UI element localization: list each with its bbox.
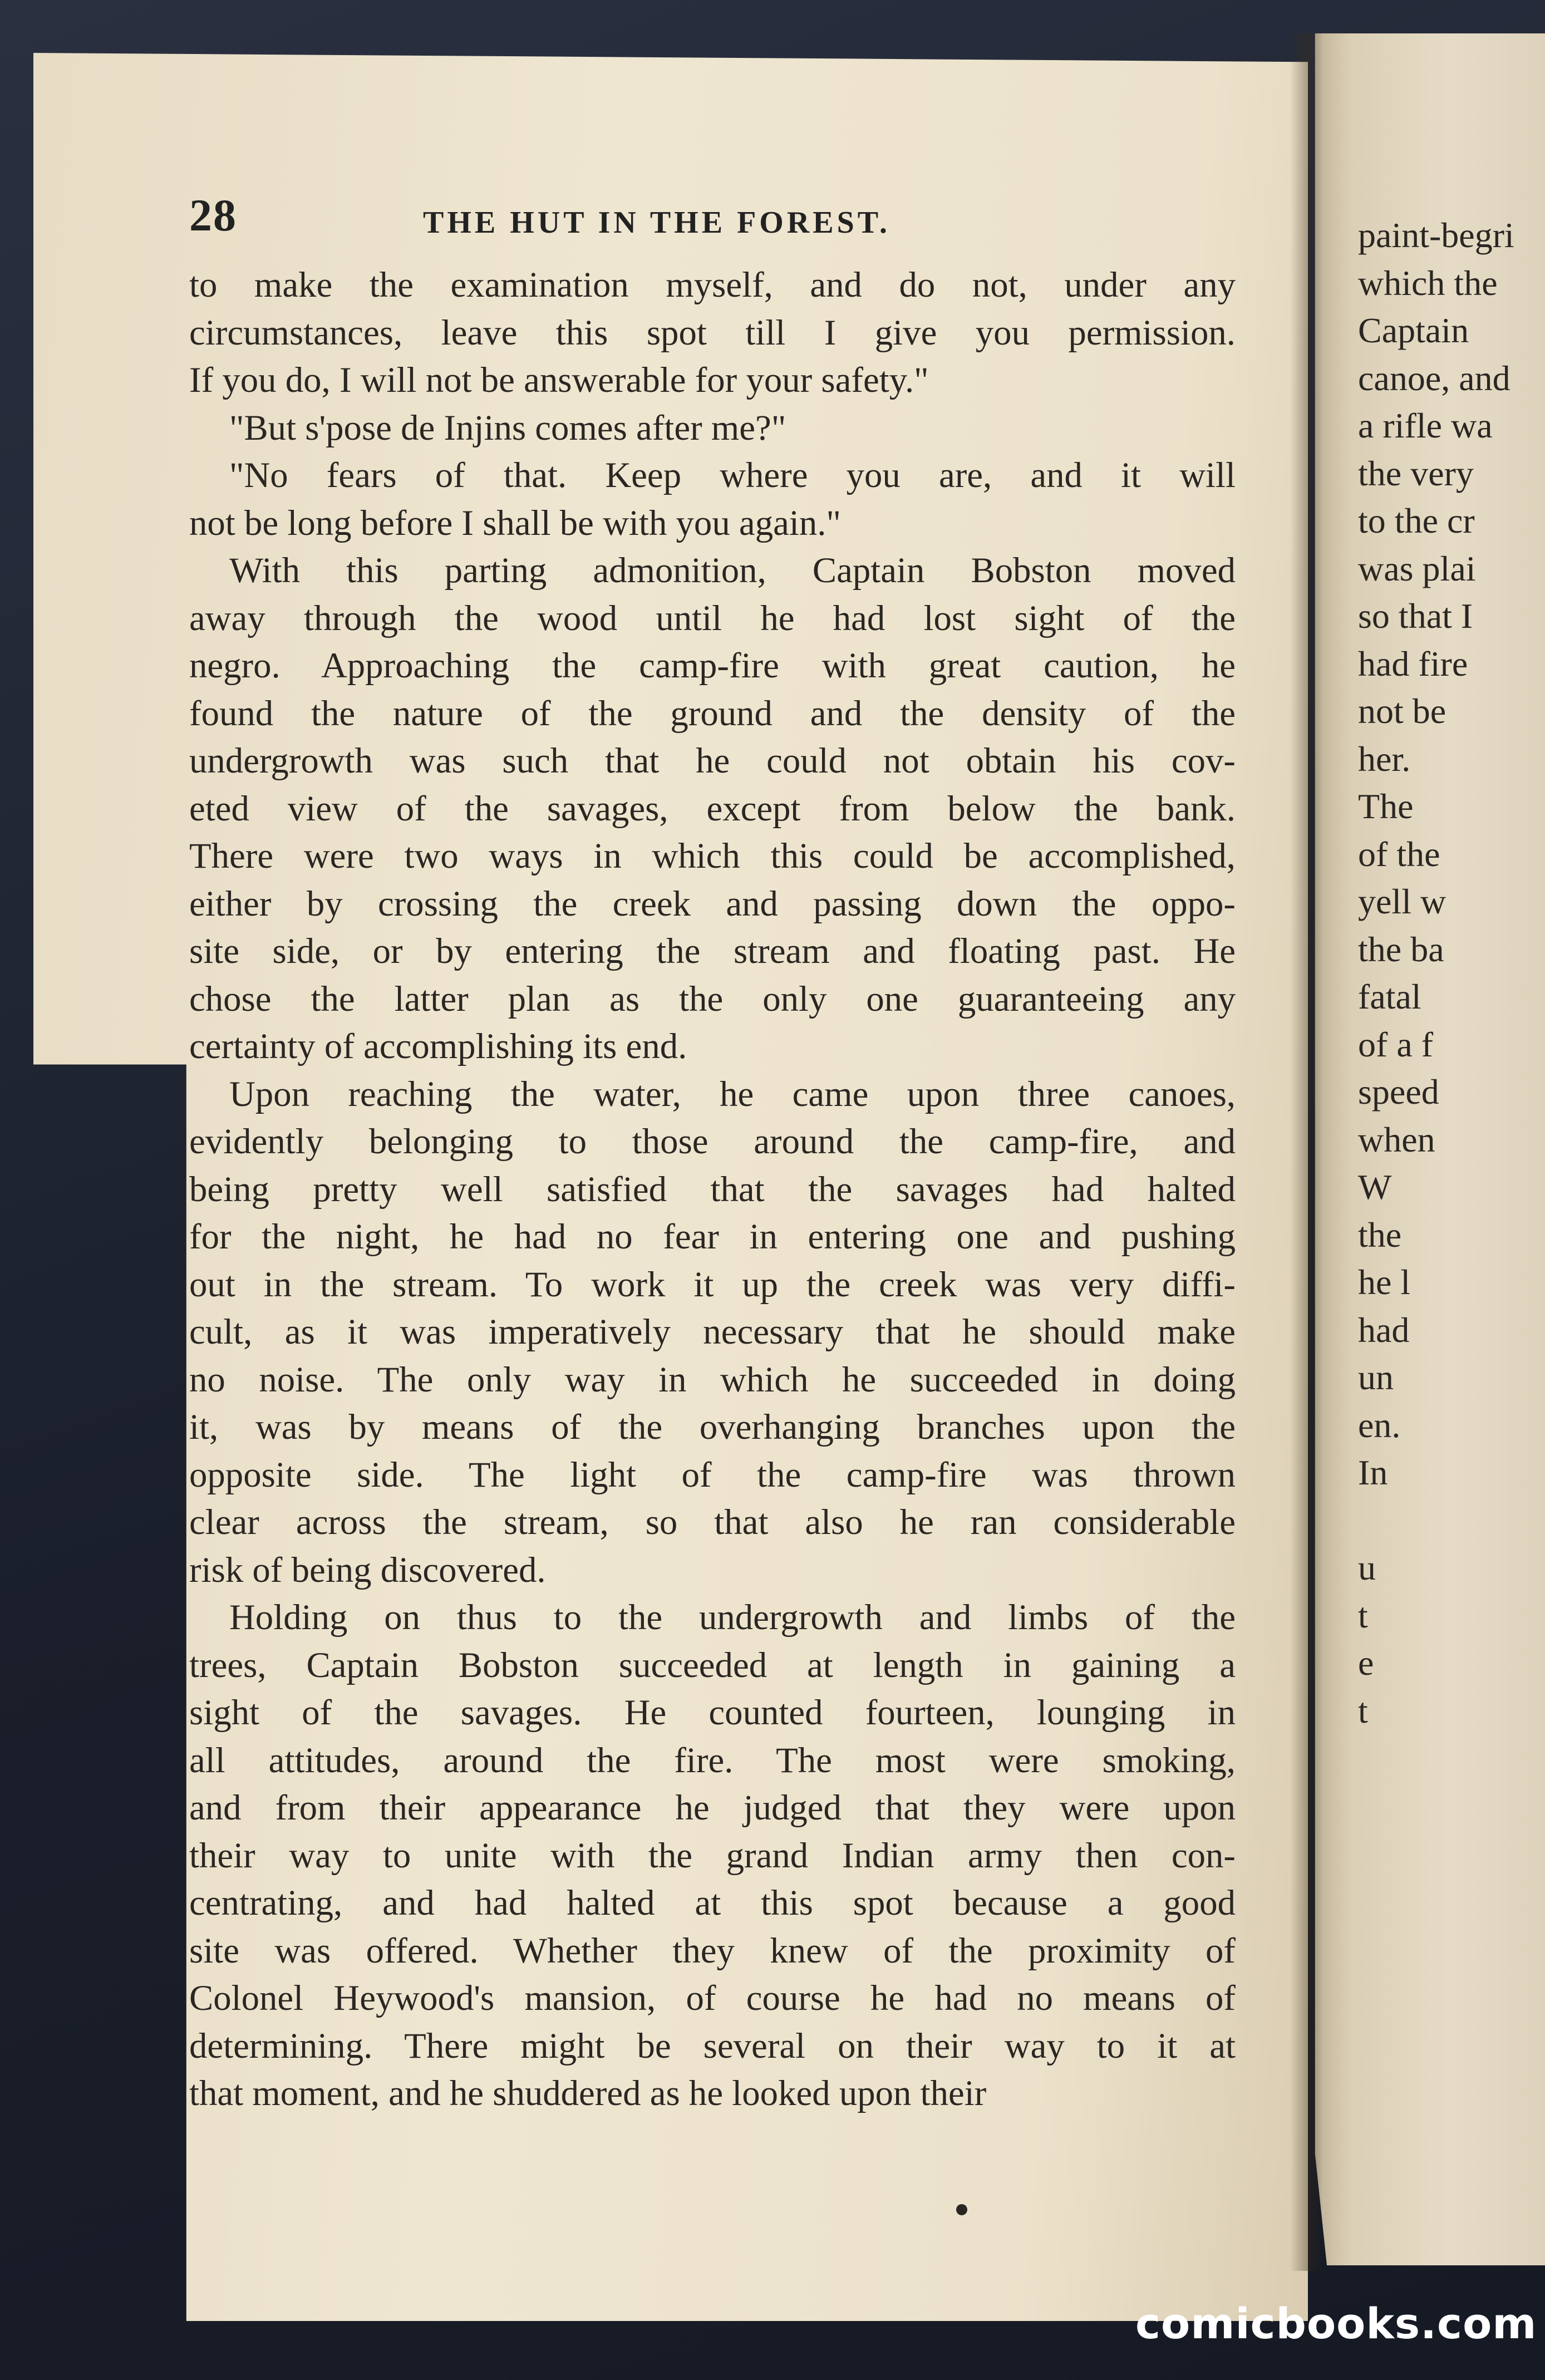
facing-page-line: The [1358, 786, 1414, 826]
facing-page-line: Captain [1358, 311, 1469, 350]
text-line: If you do, I will not be answerable for your safety." [189, 360, 929, 400]
facing-page-line: which the [1358, 263, 1498, 303]
text-line: eted view of the savages, except from below the bank. [189, 788, 1236, 829]
facing-page-line: her. [1358, 739, 1411, 779]
facing-page-line: had [1358, 1310, 1410, 1350]
text-line: risk of being discovered. [189, 1550, 546, 1590]
text-line: negro. Approaching the camp-fire with great caution, he [189, 646, 1236, 686]
facing-page-line: a rifle wa [1358, 406, 1493, 445]
facing-page-line: In [1358, 1453, 1388, 1492]
text-line: trees, Captain Bobston succeeded at length in gaining a [189, 1645, 1236, 1685]
printer-dot [956, 2204, 967, 2215]
facing-page-line: en. [1358, 1405, 1401, 1445]
text-line: "No fears of that. Keep where you are, and it will [229, 455, 1236, 495]
text-line: Upon reaching the water, he came upon three canoes, [229, 1074, 1236, 1114]
facing-page-line: speed [1358, 1072, 1439, 1112]
facing-page-line: so that I [1358, 596, 1473, 636]
facing-page-line: the [1358, 1214, 1402, 1255]
text-line: for the night, he had no fear in entering one and pushing [189, 1217, 1236, 1257]
facing-page-line: the very [1358, 453, 1474, 493]
text-line: either by crossing the creek and passing down the oppo- [189, 883, 1236, 924]
text-line: to make the examination myself, and do not, under any [189, 265, 1236, 305]
text-line: With this parting admonition, Captain Bobston moved [229, 550, 1236, 591]
text-line: and from their appearance he judged that they were upon [189, 1788, 1236, 1828]
facing-page-line: W [1358, 1167, 1392, 1207]
facing-page-line: was plai [1358, 548, 1476, 588]
text-line: their way to unite with the grand Indian army then con- [189, 1835, 1236, 1876]
facing-page-line: the ba [1358, 929, 1444, 969]
facing-page-line: had fire [1358, 643, 1468, 683]
text-line: sight of the savages. He counted fourteen, lounging in [189, 1693, 1236, 1733]
facing-page-line: t [1358, 1690, 1368, 1730]
text-line: away through the wood until he had lost sight of the [189, 598, 1236, 638]
text-line: undergrowth was such that he could not obtain his cov- [189, 741, 1236, 781]
facing-page-line: of the [1358, 834, 1440, 874]
text-line: There were two ways in which this could be accomplished, [189, 836, 1236, 876]
text-line: cult, as it was imperatively necessary that he should make [189, 1312, 1236, 1352]
text-line: out in the stream. To work it up the creek was very diffi- [189, 1264, 1236, 1305]
text-line: opposite side. The light of the camp-fire was thrown [189, 1454, 1236, 1495]
facing-page-line: to the cr [1358, 501, 1475, 540]
facing-page-line: canoe, and [1358, 358, 1510, 398]
text-line: site was offered. Whether they knew of the proximity of [189, 1930, 1236, 1971]
text-line: Colonel Heywood's mansion, of course he had no means of [189, 1978, 1236, 2018]
text-line: it, was by means of the overhanging branches upon the [189, 1407, 1236, 1447]
text-line: being pretty well satisfied that the savages had halted [189, 1169, 1236, 1209]
text-line: centrating, and had halted at this spot because a good [189, 1883, 1236, 1923]
watermark: comicbooks.com [1135, 2299, 1537, 2348]
text-line: certainty of accomplishing its end. [189, 1026, 687, 1066]
text-line: not be long before I shall be with you again." [189, 503, 841, 543]
body-text [189, 262, 1236, 2113]
page-number: 28 [189, 190, 237, 240]
page-header [189, 189, 1247, 250]
text-line: no noise. The only way in which he succeeded in doing [189, 1359, 1236, 1400]
book-gutter [1290, 33, 1323, 2271]
text-line: "But s'pose de Injins comes after me?" [229, 407, 786, 448]
text-line: that moment, and he shuddered as he looked upon their [189, 2073, 987, 2113]
facing-page-line: u [1358, 1548, 1376, 1587]
text-line: evidently belonging to those around the camp-fire, and [189, 1122, 1236, 1162]
facing-page-line: yell w [1358, 882, 1446, 921]
facing-page-line: not be [1358, 691, 1446, 731]
facing-page-line: of a f [1358, 1024, 1434, 1064]
text-line: site side, or by entering the stream and floating past. He [189, 931, 1236, 971]
facing-page-line: t [1358, 1595, 1368, 1635]
facing-page-line: he l [1358, 1262, 1411, 1302]
text-line: Holding on thus to the undergrowth and limbs of the [229, 1597, 1236, 1638]
running-title: THE HUT IN THE FOREST. [423, 205, 890, 240]
facing-page-line: when [1358, 1119, 1435, 1159]
text-line: determining. There might be several on their way to it at [189, 2025, 1236, 2066]
text-line: circumstances, leave this spot till I give you permission. [189, 312, 1236, 353]
facing-page-line: e [1358, 1643, 1374, 1683]
text-line: clear across the stream, so that also he ran considerable [189, 1502, 1236, 1542]
facing-page-line: un [1358, 1358, 1394, 1397]
facing-page-line: paint-begri [1358, 215, 1514, 255]
facing-page-text [1358, 212, 1545, 1730]
text-line: chose the latter plan as the only one guaranteeing any [189, 978, 1236, 1019]
facing-page-line: fatal [1358, 977, 1421, 1016]
text-line: all attitudes, around the fire. The most were smoking, [189, 1740, 1236, 1781]
facing-page-line [1358, 1497, 1545, 1545]
text-line: found the nature of the ground and the density of the [189, 693, 1236, 734]
